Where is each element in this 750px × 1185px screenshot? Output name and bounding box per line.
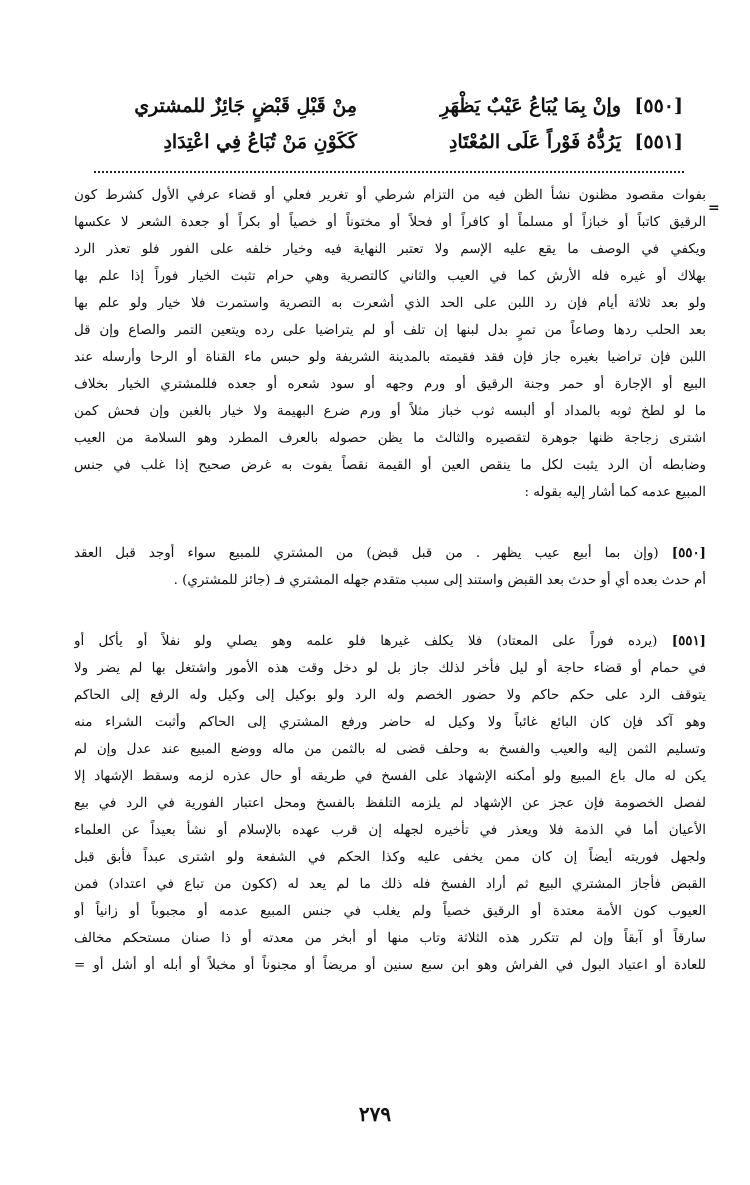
commentary-text: (يرده فوراً على المعتاد) فلا يكلف غيرها فلو علمه وهو يصلي ولو نفلاً أو يأكل أو <box>74 634 658 649</box>
section-number: [٥٥٠] <box>671 545 706 561</box>
commentary-line: البيع أو الإجارة أو حمر وجنة الرقيق أو ورم وجهه أو سود شعره أو جعده فللمشتري الخيار بخلاف <box>74 377 706 392</box>
commentary-550-line <box>74 540 706 567</box>
commentary-551-line: سارقاً أو آبقاً وإن لم تتكرر هذه الثلاثة وتاب منها أو أبخر من معدته أو ذا صنان مستحكم مخالف <box>74 931 706 946</box>
verse-second-hemistich: مِنْ قَبْلِ قَبْضٍ جَائِزٌ للمشتري <box>134 95 357 117</box>
commentary-551-line: لفصل الخصومة فإن عجز عن الإشهاد لم يلزمه التلفظ بالفسخ ومحل اعتبار الفورية في الرد في بيع <box>74 796 706 811</box>
commentary-line: بفوات مقصود مظنون نشأ الظن فيه من التزام شرطي أو تغرير فعلي أو قضاء عرفي الأول كشرط كون <box>74 188 706 203</box>
commentary-line: وضابطه أن الرد يثبت لكل ما ينقص العين أو القيمة نقصاً يفوت به غرض صحيح إذا غلب في جنس <box>74 458 706 473</box>
commentary-text: (وإن بما أبيع عيب يظهر . من قبل قبض) من المشتري للمبيع سواء أوجد قبل العقد <box>74 546 659 561</box>
verse-number: [٥٥١] <box>634 131 683 153</box>
verse-block <box>75 88 683 160</box>
commentary-line: ما لو لطخ ثوبه بالمداد أو ألبسه ثوب خباز مثلاً أو ورم ضرع البهيمة ولا خيار بالغبن وإن فحش كمن <box>74 404 706 419</box>
commentary-line: بعد الحلب ردها وصاعاً من تمرٍ بدل لبنها إن تلف أو لم يتراضيا على رده ويتعين التمر والصاع وإن قل <box>74 323 706 338</box>
dotted-divider <box>94 171 684 173</box>
verse-551 <box>75 124 683 160</box>
commentary-551-line: الأعيان أما في الذمة فلا ويعذر في تأخيره لجهله إن قرب عهده بالإسلام أو نشأ بعيداً عن العلماء <box>74 823 706 838</box>
verse-second-hemistich: كَكَوْنِ مَنْ تُبَاعُ فِي اعْتِدَادِ <box>163 131 357 153</box>
commentary-line: اشترى زجاجة ظنها جوهرة لتقصيره والثالث ما يظن حصوله بالعرف المطرد وهو السلامة من العيب <box>74 431 706 446</box>
commentary <box>74 182 706 979</box>
commentary-line: ولو بعد ثلاثة أيام فإن رد اللبن على الحد الذي أشعرت به التصرية واستمرت فلا خيار ولو علم بها <box>74 296 706 311</box>
commentary-line: الرقيق كاتباً أو خبازاً أو مسلماً أو كافراً أو فحلاً أو مختوناً أو خصياً أو بكراً أو جعدة الشعر لا عكسها <box>74 215 706 230</box>
commentary-551-line: في حمام أو قضاء حاجة أو ليل فأخر لذلك جاز بل لو دخل وقت هذه الأمور واشتغل بها لم يضر ولا <box>74 661 706 676</box>
verse-number: [٥٥٠] <box>634 95 683 117</box>
section-number: [٥٥١] <box>671 633 706 649</box>
commentary-line: ويكفي في الوصف ما يقع عليه الإسم ولا تعتبر النهاية فيه وخيار خلفه على الفور فلو تعذر الرد <box>74 242 706 257</box>
commentary-550-line: أم حدث بعده أي أو حدث بعد القبض واستند إلى سبب متقدم جهله المشتري فـ (جائز للمشتري) . <box>173 573 706 588</box>
continuation-mark: = <box>708 200 720 216</box>
commentary-line: بهلاك أو غيره فله الأرش كما في العيب والثاني كالتصرية وهي حرام تثبت الخيار فوراً إذا علم بها <box>74 269 706 284</box>
commentary-551-line <box>74 628 706 655</box>
commentary-line: المبيع عدمه كما أشار إليه بقوله : <box>524 485 706 500</box>
commentary-551-line: يتوقف الرد على حكم حاكم ولا حضور الخصم وله الرد ولو بوكيل إلى وكيل وله الرفع إلى الحاكم <box>74 688 706 703</box>
commentary-551-line: وتسليم الثمن إليه والعيب والفسخ به وحلف قضى له بالثمن من ماله ووضع المبيع عند عدل وإن لم <box>74 742 706 757</box>
commentary-551-line: ولجهل فوريته أيضاً إن كان ممن يخفى عليه وكذا الحكم في الشفعة ولو اشترى عبداً فأبق قبل <box>74 850 706 865</box>
verse-first-hemistich: وإنْ بِمَا يُبَاعُ عَيْبٌ يَظْهَرِ <box>440 95 621 117</box>
commentary-551-line: يكن له مال باع المبيع ولو أمكنه الإشهاد على الفسخ في طريقه أو حال عذره لزمه وسقط الإشهاد إلا <box>74 769 706 784</box>
verse-550 <box>75 88 683 124</box>
verse-first-hemistich: يَرُدُّهُ فَوْراً عَلَى المُعْتَادِ <box>448 131 621 153</box>
commentary-551-line: العيوب كون الأمة معتدة أو الرقيق خصياً ولم يغلب في جنس المبيع عدمه أو مجبوباً أو زانياً أو <box>74 904 706 919</box>
commentary-line: اللبن فإن تراضيا بغيره جاز فإن فقد فقيمته بالمدينة الشريفة ولو حبس ماء القناة أو الرحا وأرسله عند <box>74 350 706 365</box>
page-number: ٢٧٩ <box>358 1102 392 1126</box>
commentary-551-line: للعادة أو اعتياد البول في الفراش وهو ابن سبع سنين أو مريضاً أو مجنوناً أو مخبلاً أو أبله أو أشل أو = <box>74 958 706 973</box>
commentary-551-line: وهو آكد فإن كان البائع غائباً ولا وكيل له حاضر ورفع المشتري إلى الحاكم وأثبت الشراء منه <box>74 715 706 730</box>
commentary-551-line: القبض فأجاز المشتري البيع ثم أراد الفسخ فله ذلك ما لم يعد له (ككون من تباع في اعتداد) فمن <box>74 877 706 892</box>
